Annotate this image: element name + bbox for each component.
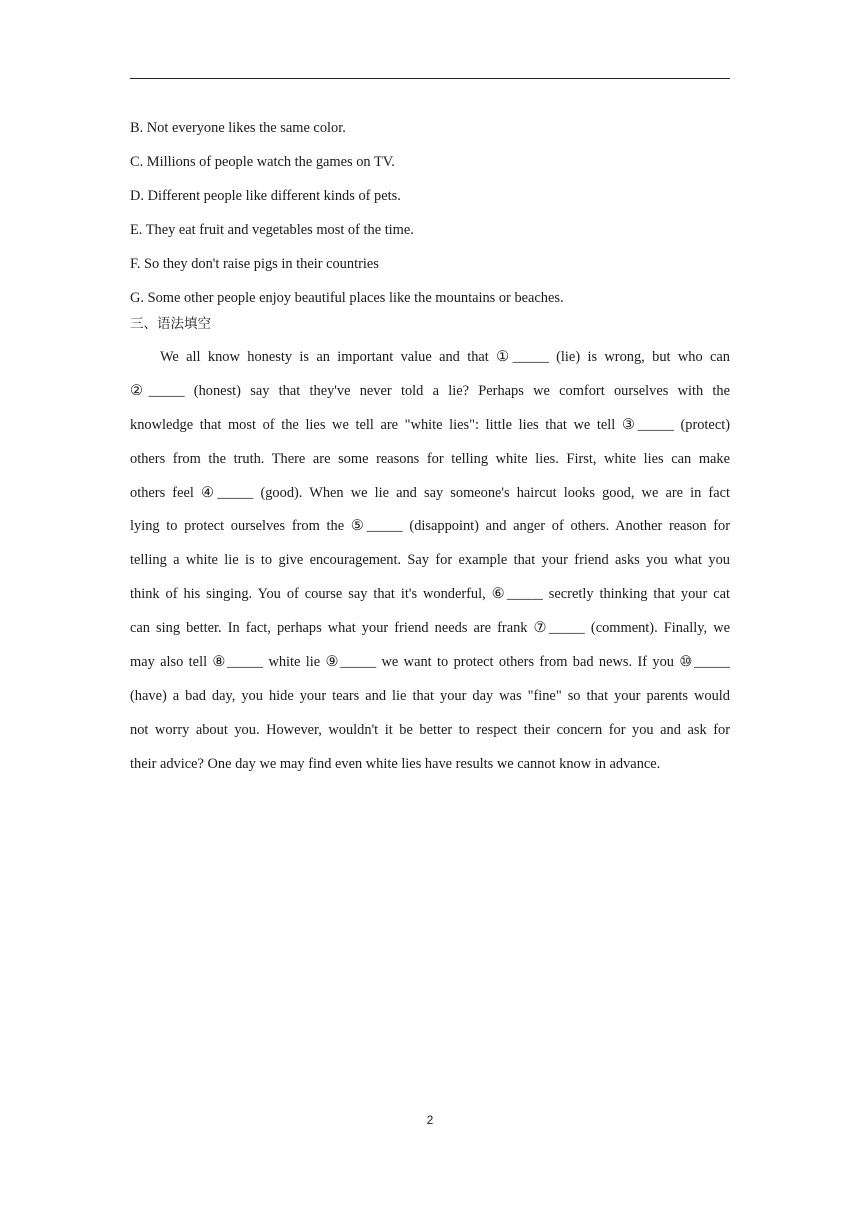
passage-line: think of his singing. You of course say that it's wonderful, ⑥_____ secretly thinking that your cat: [130, 586, 730, 603]
passage-line: (have) a bad day, you hide your tears and lie that your day was "fine" so that your parents would: [130, 687, 730, 704]
passage-line: others feel ④_____ (good). When we lie and say someone's haircut looks good, we are in fact: [130, 484, 730, 501]
passage-line: their advice? One day we may find even white lies have results we cannot know in advance.: [130, 755, 661, 772]
section-heading: 三、语法填空: [130, 316, 211, 332]
grammar-fill-passage: [130, 341, 730, 782]
option-f: F. So they don't raise pigs in their countries: [130, 256, 379, 272]
answer-options-list: [130, 111, 730, 315]
header-rule: [130, 78, 730, 79]
passage-line: We all know honesty is an important value and that ①_____ (lie) is wrong, but who can: [160, 349, 730, 365]
option-g: G. Some other people enjoy beautiful places like the mountains or beaches.: [130, 290, 564, 306]
passage-line: not worry about you. However, wouldn't it be better to respect their concern for you and ask for: [130, 721, 730, 738]
option-c: C. Millions of people watch the games on TV.: [130, 154, 395, 170]
passage-line: can sing better. In fact, perhaps what your friend needs are frank ⑦_____ (comment). Finally, we: [130, 620, 730, 637]
passage-line: may also tell ⑧_____ white lie ⑨_____ we want to protect others from bad news. If you ⑩_____: [130, 654, 730, 671]
option-b: B. Not everyone likes the same color.: [130, 120, 346, 136]
passage-line: others from the truth. There are some reasons for telling white lies. First, white lies can make: [130, 450, 730, 467]
page-number: 2: [426, 1113, 434, 1127]
passage-line: telling a white lie is to give encouragement. Say for example that your friend asks you what you: [130, 552, 730, 569]
passage-line: knowledge that most of the lies we tell are "white lies": little lies that we tell ③_____ (protect): [130, 416, 730, 433]
passage-line: ②_____ (honest) say that they've never told a lie? Perhaps we comfort ourselves with the: [130, 382, 730, 399]
option-e: E. They eat fruit and vegetables most of the time.: [130, 222, 414, 238]
passage-line: lying to protect ourselves from the ⑤_____ (disappoint) and anger of others. Another reason for: [130, 518, 730, 535]
option-d: D. Different people like different kinds of pets.: [130, 188, 401, 204]
